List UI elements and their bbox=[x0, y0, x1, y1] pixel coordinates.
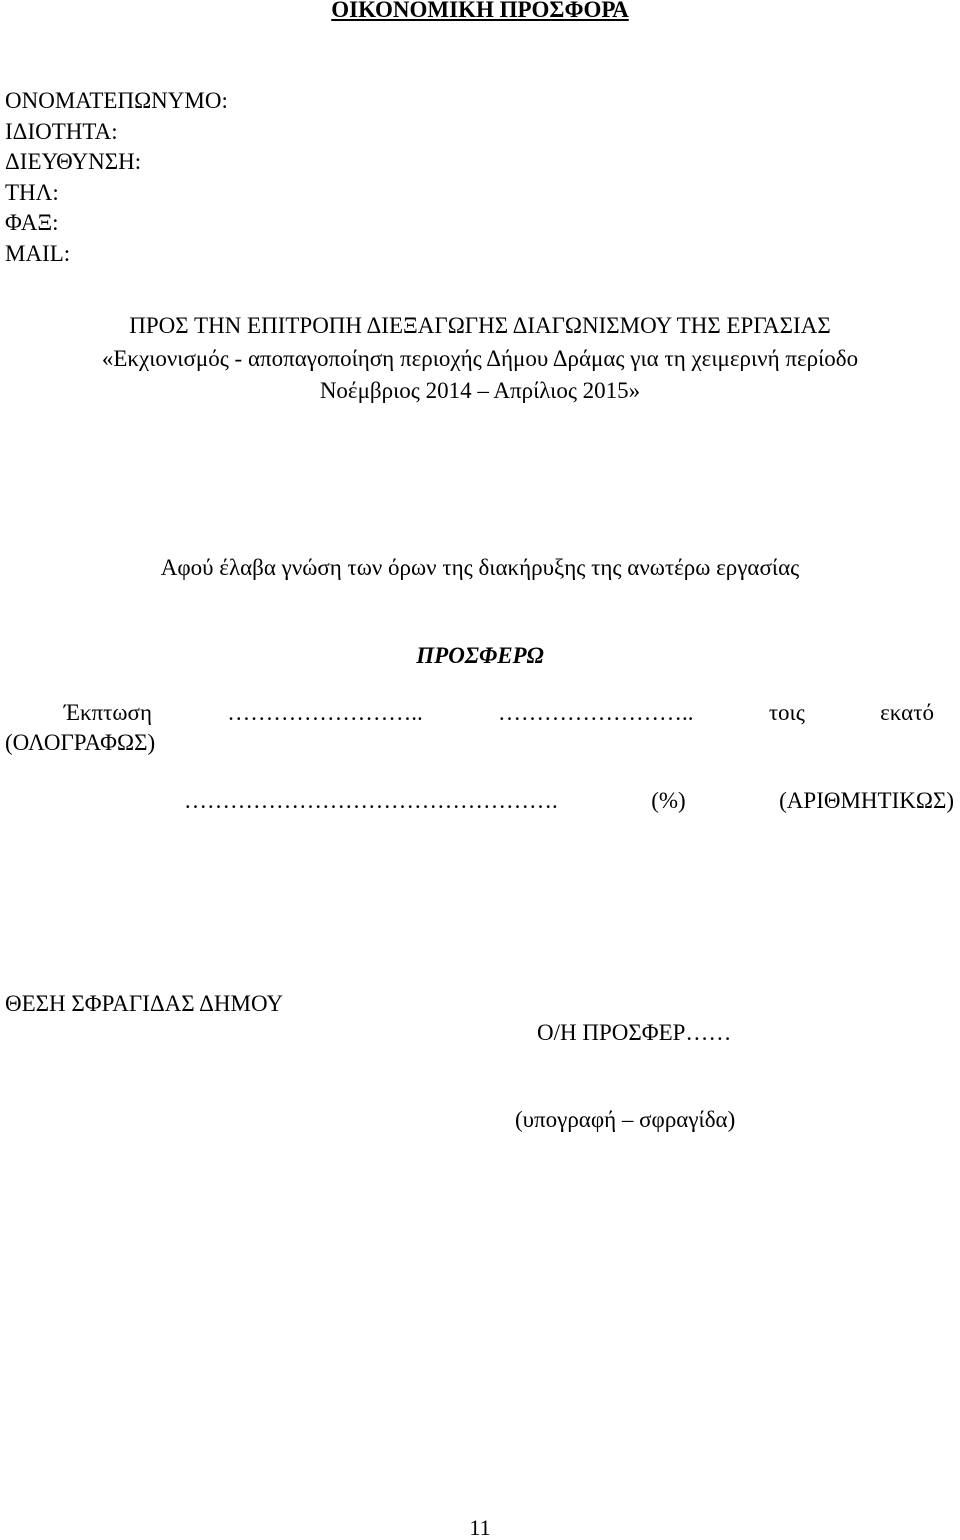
discount-word-1: τοις bbox=[768, 700, 805, 725]
addressee-line-3: Νοέμβριος 2014 – Απρίλιος 2015» bbox=[319, 378, 641, 403]
contact-field-name: ΟΝΟΜΑΤΕΠΩΝΥΜΟ: bbox=[5, 88, 228, 113]
page-number: 11 bbox=[469, 1515, 491, 1540]
contact-fields bbox=[5, 86, 228, 270]
discount-words-suffix: (ΟΛΟΓΡΑΦΩΣ) bbox=[5, 730, 156, 755]
contact-field-address: ΔΙΕΥΘΥΝΣΗ: bbox=[5, 149, 142, 175]
bidder-label: Ο/Η ΠΡΟΣΦΕΡ…… bbox=[537, 1020, 732, 1045]
document-title: ΟΙΚΟΝΟΜΙΚΗ ΠΡΟΣΦΟΡΑ bbox=[331, 0, 629, 22]
contact-field-capacity: ΙΔΙΟΤΗΤΑ: bbox=[5, 118, 118, 144]
discount-numeric-line bbox=[184, 789, 954, 812]
discount-blank-1: …………………….. bbox=[227, 700, 423, 725]
discount-words-line bbox=[64, 701, 934, 724]
contact-field-phone: ΤΗΛ: bbox=[5, 179, 59, 205]
discount-label: Έκπτωση bbox=[64, 700, 152, 725]
contact-field-fax: ΦΑΞ: bbox=[5, 210, 59, 236]
addressee-line-2: «Εκχιονισμός - αποπαγοποίηση περιοχής Δήμου Δράμας για τη χειμερινή περίοδο bbox=[101, 346, 859, 371]
signature-label: (υπογραφή – σφραγίδα) bbox=[515, 1107, 736, 1132]
discount-numeric-blank: …………………………………………. bbox=[184, 788, 558, 813]
discount-blank-2: …………………….. bbox=[498, 700, 694, 725]
discount-word-2: εκατό bbox=[880, 700, 934, 725]
stamp-label: ΘΕΣΗ ΣΦΡΑΓΙΔΑΣ ΔΗΜΟΥ bbox=[5, 991, 284, 1016]
offer-heading: ΠΡΟΣΦΕΡΩ bbox=[416, 643, 544, 668]
statement-text: Αφού έλαβα γνώση των όρων της διακήρυξης της ανωτέρω εργασίας bbox=[160, 555, 800, 580]
discount-numeric-suffix: (ΑΡΙΘΜΗΤΙΚΩΣ) bbox=[779, 788, 954, 813]
percent-sign: (%) bbox=[651, 788, 686, 813]
addressee-line-1: ΠΡΟΣ ΤΗΝ ΕΠΙΤΡΟΠΗ ΔΙΕΞΑΓΩΓΗΣ ΔΙΑΓΩΝΙΣΜΟΥ ΤΗΣ ΕΡΓΑΣΙΑΣ bbox=[129, 313, 831, 338]
contact-field-mail: MAIL: bbox=[5, 240, 71, 266]
